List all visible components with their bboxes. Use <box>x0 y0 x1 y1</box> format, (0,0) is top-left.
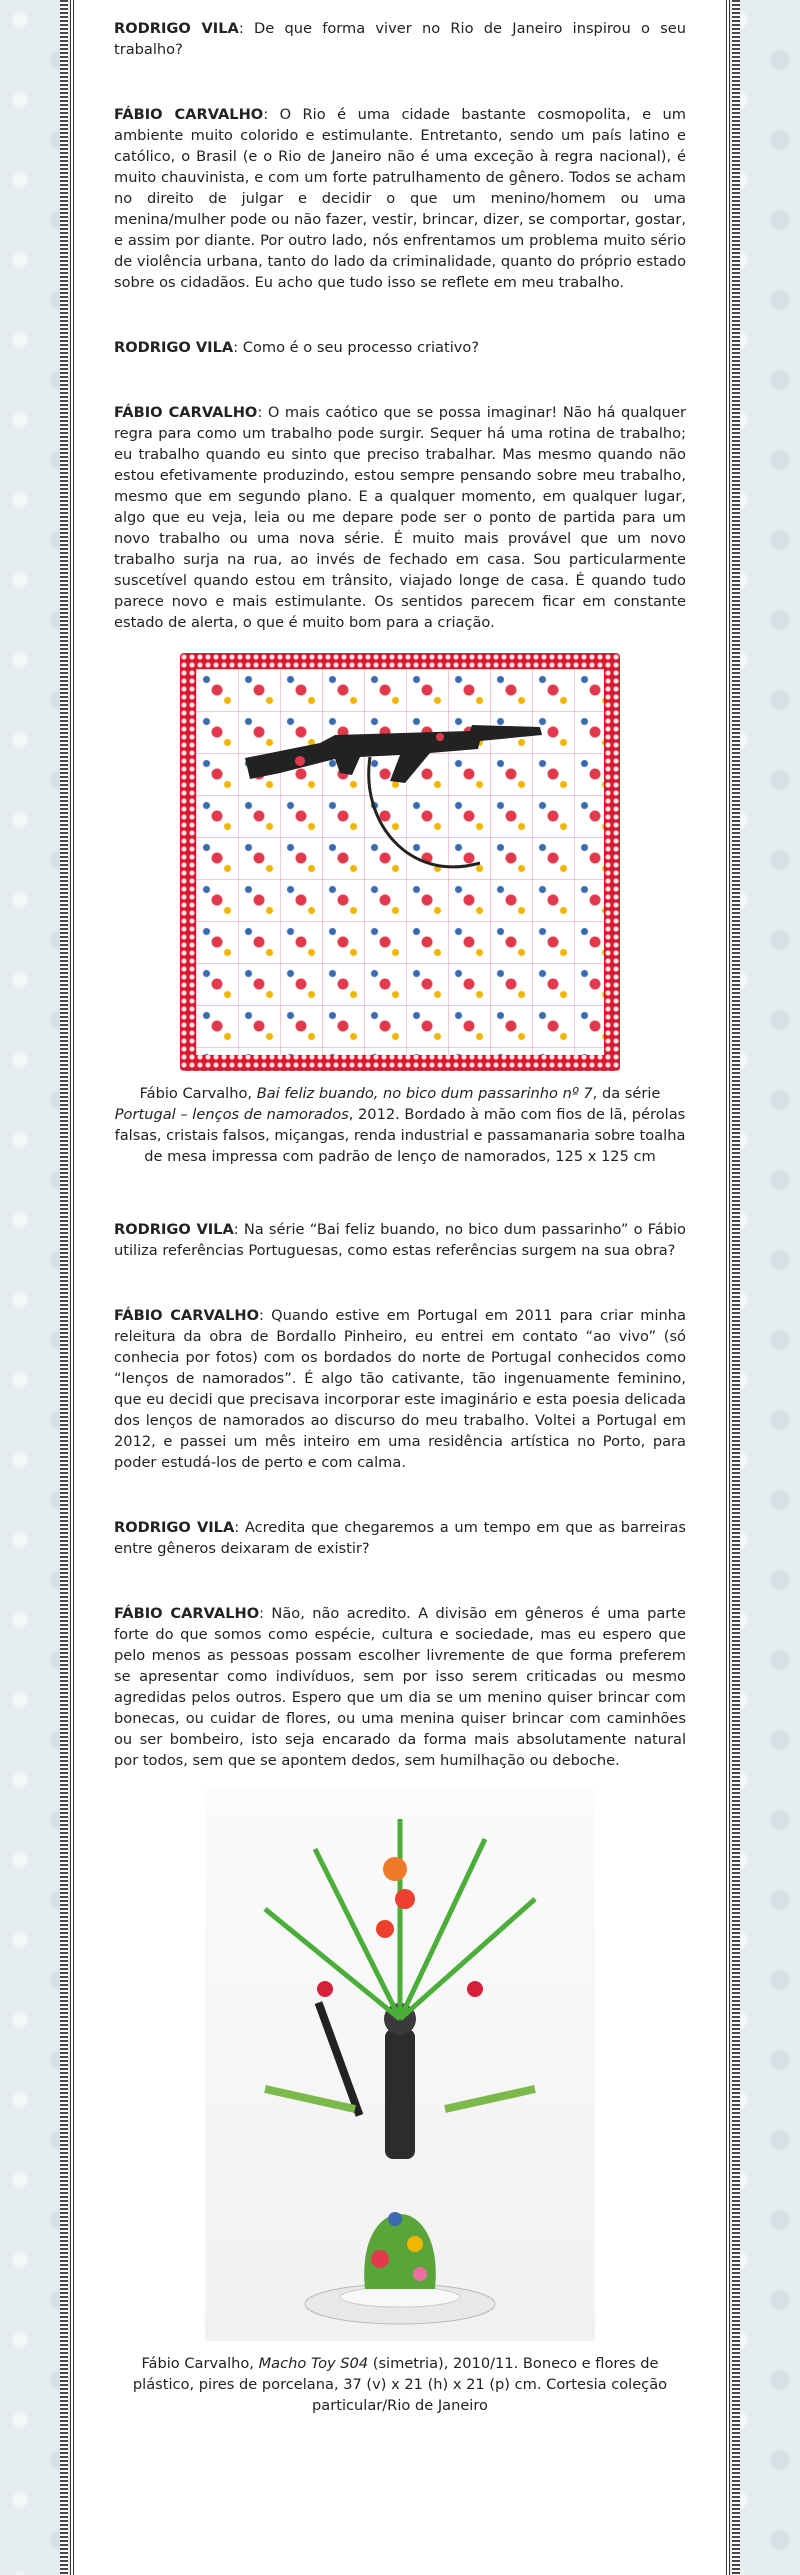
question-1 <box>114 18 686 60</box>
answer-text: : Não, não acredito. A divisão em gêneros é uma parte forte do que somos como espécie, cultura e sociedade, mas eu espero que pelo menos as pessoas possam escolher livremente de que forma preferem se apresentar como indivíduos, sem por isso serem criticadas ou mesmo agredidas pelos outros. Espero que um dia se um menino quiser brincar com bonecas, ou cuidar de flores, ou uma menina quiser brincar com caminhões ou ser bombeiro, isto seja encarado da forma mais absolutamente natural por todos, sem que se apontem dedos, sem humilhação ou deboche. <box>114 1605 687 1769</box>
question-text: : Como é o seu processo criativo? <box>233 339 480 356</box>
figure-2-caption: Fábio Carvalho, Macho Toy S04 (simetria), 2010/11. Boneco e flores de plástico, pires de porcelana, 37 (v) x 21 (h) x 21 (p) cm. Cortesia coleção particular/Rio de Janeiro <box>132 2355 668 2414</box>
speaker-name: RODRIGO VILA <box>114 20 239 37</box>
page-frame <box>70 0 730 2575</box>
artwork-image-macho-toy <box>205 1789 595 2341</box>
answer-text: : O Rio é uma cidade bastante cosmopolita, e um ambiente muito colorido e estimulante. Entretanto, sendo um país latino e católico, o Brasil (e o Rio de Janeiro não é uma exceção à regra nacional), é muito chauvinista, e com um forte patrulhamento de gênero. Todos se acham no direito de julgar e decidir o que um menino/homem ou uma menina/mulher pode ou não fazer, vestir, brincar, dizer, se comportar, gostar, e assim por diante. Por outro lado, nós enfrentamos um problema muito sério de violência urbana, tanto do lado da criminalidade, quanto do próprio estado sobre os cidadãos. Eu acho que tudo isso se reflete em meu trabalho. <box>114 106 686 291</box>
artwork-image-handkerchief <box>180 653 620 1071</box>
article-body <box>114 18 686 2416</box>
answer-4 <box>114 1603 686 1771</box>
question-2 <box>114 337 686 358</box>
rifle-icon <box>240 713 570 893</box>
answer-3 <box>114 1305 686 1473</box>
speaker-name: FÁBIO CARVALHO <box>114 404 258 421</box>
question-4 <box>114 1517 686 1559</box>
question-text: : Acredita que chegaremos a um tempo em que as barreiras entre gêneros deixaram de existir? <box>114 1519 686 1557</box>
question-text: : De que forma viver no Rio de Janeiro inspirou o seu trabalho? <box>114 20 686 58</box>
speaker-name: FÁBIO CARVALHO <box>114 1307 259 1324</box>
answer-2 <box>114 402 686 633</box>
figure-1-caption: Fábio Carvalho, Bai feliz buando, no bico dum passarinho nº 7, da série Portugal – lenços de namorados, 2012. Bordado à mão com fios de lã, pérolas falsas, cristais falsos, miçangas, renda industrial e passamanaria sobre toalha de mesa impressa com padrão de lenço de namorados, 125 x 125 cm <box>114 1085 686 1165</box>
question-text: : Na série “Bai feliz buando, no bico dum passarinho” o Fábio utiliza referências Portuguesas, como estas referências surgem na sua obra? <box>114 1221 686 1259</box>
speaker-name: RODRIGO VILA <box>114 1221 234 1238</box>
answer-text: : O mais caótico que se possa imaginar! Não há qualquer regra para como um trabalho pode surgir. Sequer há uma rotina de trabalho; eu trabalho quando eu sinto que preciso trabalhar. Mas mesmo quando não estou efetivamente produzindo, estou sempre pensando sobre meu trabalho, mesmo que em segundo plano. E a qualquer momento, em qualquer lugar, algo que eu veja, leia ou me depare pode ser o ponto de partida para um novo trabalho ou uma nova série. É muito mais provável que um novo trabalho surja na rua, ao invés de fechado em casa. Sou particularmente suscetível quando estou em trânsito, viajado longe de casa. É quando tudo parece novo e mais estimulante. Os sentidos parecem ficar em constante estado de alerta, o que é muito bom para a criação. <box>114 404 686 631</box>
speaker-name: FÁBIO CARVALHO <box>114 1605 260 1622</box>
flower-sculpture-icon <box>205 1789 595 2341</box>
speaker-name: RODRIGO VILA <box>114 339 234 356</box>
question-3 <box>114 1219 686 1261</box>
answer-1 <box>114 104 686 293</box>
answer-text: : Quando estive em Portugal em 2011 para criar minha releitura da obra de Bordallo Pinheiro, eu entrei em contato “ao vivo” (só conhecia por fotos) com os bordados do norte de Portugal conhecidos como “lenços de namorados”. É algo tão cativante, tão ingenuamente feminino, que eu decidi que precisava incorporar este imaginário e esta poesia delicada dos lenços de namorados ao discurso do meu trabalho. Voltei a Portugal em 2012, e passei um mês inteiro em uma residência artística no Porto, para poder estudá-los de perto e com calma. <box>114 1307 687 1471</box>
speaker-name: RODRIGO VILA <box>114 1519 235 1536</box>
speaker-name: FÁBIO CARVALHO <box>114 106 264 123</box>
